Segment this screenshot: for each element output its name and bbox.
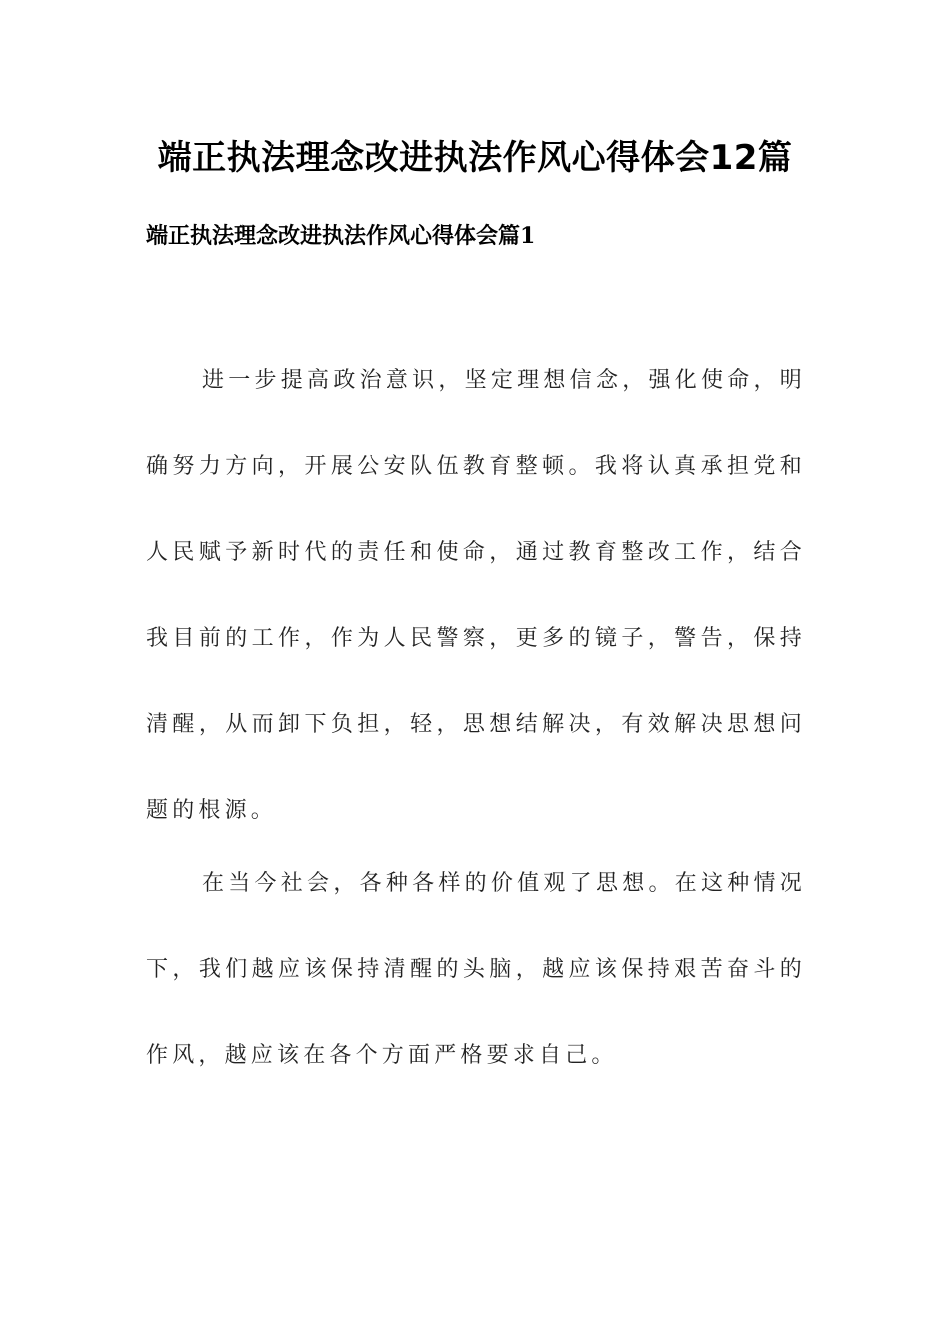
section-heading: 端正执法理念改进执法作风心得体会篇1 [146, 223, 536, 249]
body-paragraph-2: 在当今社会，各种各样的价值观了思想。在这种情况下，我们越应该保持清醒的头脑，越应该保持艰苦奋斗的作风，越应该在各个方面严格要求自己。 [146, 871, 806, 1068]
document-title: 端正执法理念改进执法作风心得体会12篇 [157, 138, 793, 178]
body-paragraph-1: 进一步提高政治意识，坚定理想信念，强化使命，明确努力方向，开展公安队伍教育整顿。我将认真承担党和人民赋予新时代的责任和使命，通过教育整改工作，结合我目前的工作，作为人民警察，更多的镜子，警告，保持清醒，从而卸下负担，轻，思想结解决，有效解决思想问题的根源。 [146, 368, 806, 823]
